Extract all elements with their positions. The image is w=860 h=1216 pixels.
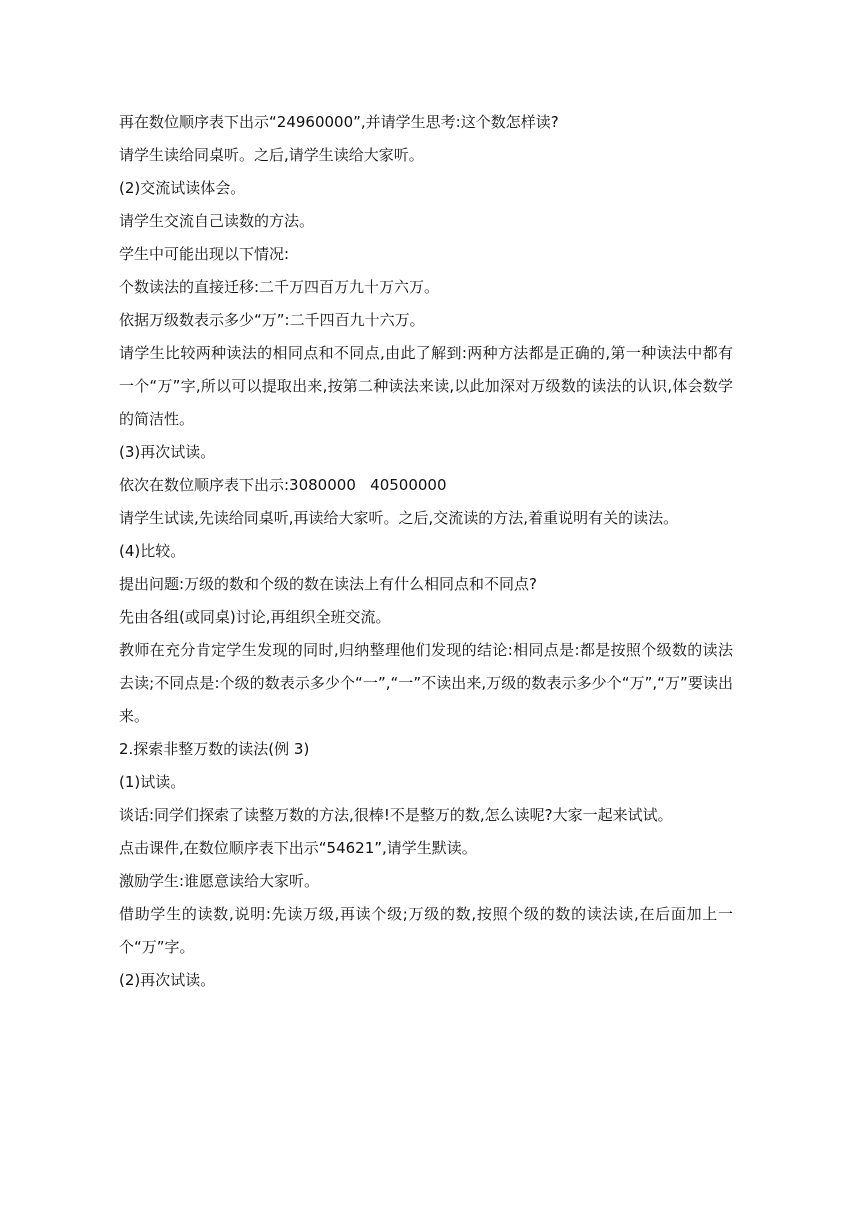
paragraph-7: 依据万级数表示多少“万”:二千四百九十六万。: [119, 311, 425, 329]
paragraph-13: 提出问题:万级的数和个级的数在读法上有什么相同点和不同点?: [119, 575, 538, 593]
paragraph-18: 谈话:同学们探索了读整万数的方法,很棒!不是整万的数,怎么读呢?大家一起来试试。: [119, 806, 673, 824]
paragraph-2: 请学生读给同桌听。之后,请学生读给大家听。: [119, 146, 424, 164]
paragraph-5: 学生中可能出现以下情况:: [119, 245, 290, 263]
paragraph-1: 再在数位顺序表下出示“24960000”,并请学生思考:这个数怎样读?: [119, 113, 559, 131]
paragraph-6: 个数读法的直接迁移:二千万四百万九十万六万。: [119, 278, 440, 296]
paragraph-22: (2)再次试读。: [119, 971, 216, 989]
paragraph-20: 激励学生:谁愿意读给大家听。: [119, 872, 320, 890]
paragraph-10: 依次在数位顺序表下出示:3080000 40500000: [119, 476, 447, 494]
paragraph-14: 先由各组(或同桌)讨论,再组织全班交流。: [119, 608, 391, 626]
paragraph-8: 请学生比较两种读法的相同点和不同点,由此了解到:两种方法都是正确的,第一种读法中都有一个“万”字,所以可以提取出来,按第二种读法来读,以此加深对万级数的读法的认识,体会数学的简洁性。: [119, 344, 733, 428]
paragraph-12: (4)比较。: [119, 542, 186, 560]
paragraph-17: (1)试读。: [119, 773, 186, 791]
paragraph-9: (3)再次试读。: [119, 443, 216, 461]
paragraph-19: 点击课件,在数位顺序表下出示“54621”,请学生默读。: [119, 839, 477, 857]
document-body: [119, 106, 733, 997]
paragraph-4: 请学生交流自己读数的方法。: [119, 212, 315, 230]
paragraph-21: 借助学生的读数,说明:先读万级,再读个级;万级的数,按照个级的数的读法读,在后面加上一个“万”字。: [119, 905, 733, 956]
paragraph-16: 2.探索非整万数的读法(例 3): [119, 740, 310, 758]
paragraph-15: 教师在充分肯定学生发现的同时,归纳整理他们发现的结论:相同点是:都是按照个级数的读法去读;不同点是:个级的数表示多少个“一”,“一”不读出来,万级的数表示多少个“万”,“万”要读出来。: [119, 641, 733, 725]
paragraph-11: 请学生试读,先读给同桌听,再读给大家听。之后,交流读的方法,着重说明有关的读法。: [119, 509, 679, 527]
paragraph-3: (2)交流试读体会。: [119, 179, 246, 197]
